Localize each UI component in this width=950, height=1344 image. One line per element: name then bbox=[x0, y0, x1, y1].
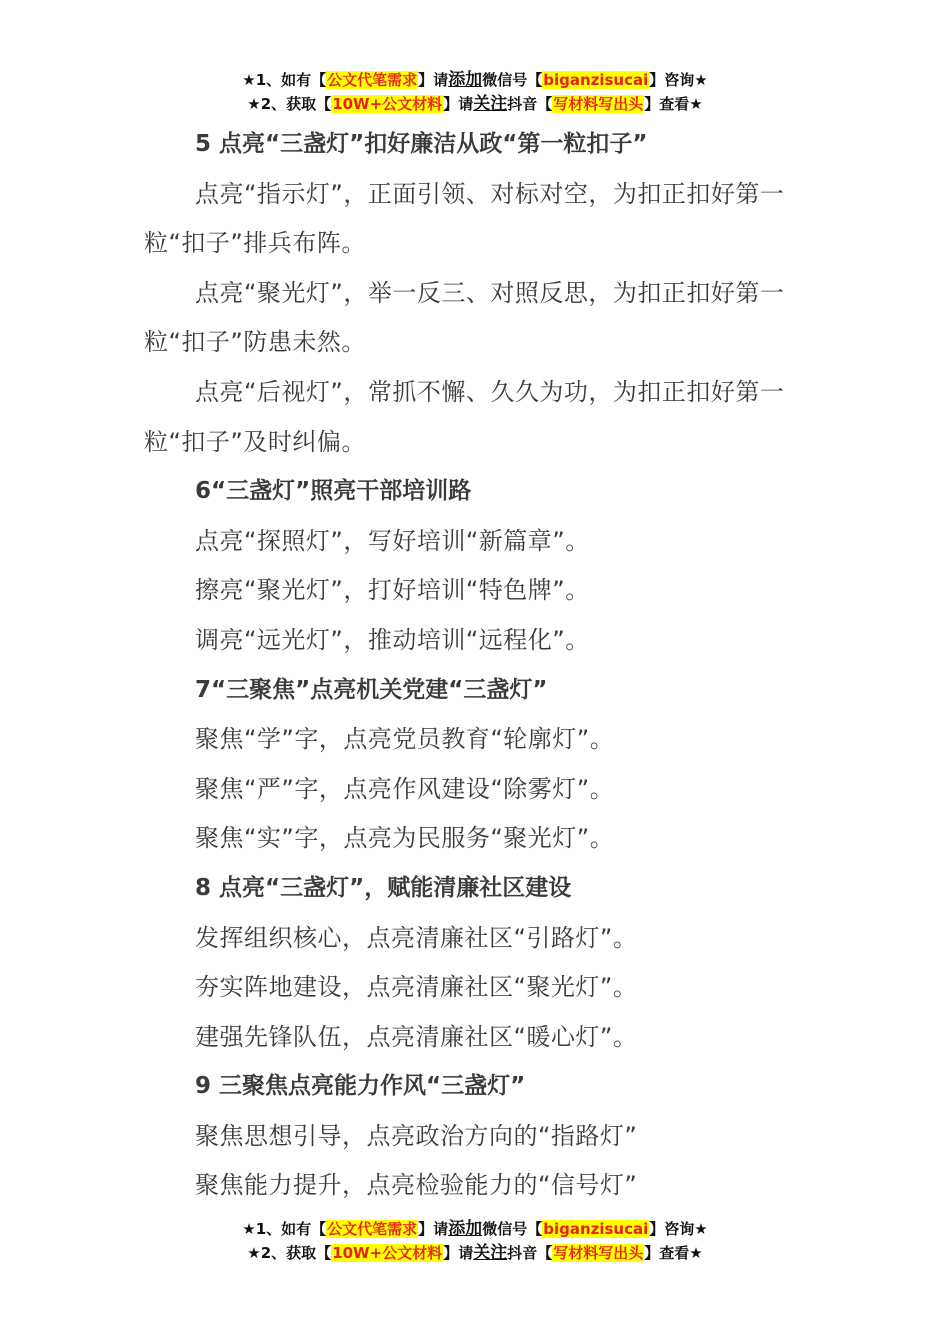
highlight-douyin-account: 写材料写出头 bbox=[553, 1244, 644, 1262]
highlight-service: 公文代笔需求 bbox=[327, 71, 418, 89]
highlight-materials: 10W+公文材料 bbox=[332, 95, 443, 113]
highlight-douyin-account: 写材料写出头 bbox=[553, 95, 644, 113]
section-heading: 9 三聚焦点亮能力作风“三盏灯” bbox=[195, 1073, 526, 1100]
paragraph: 点亮“聚光灯”，举一反三、对照反思，为扣正扣好第一粒“扣子”防患未然。 bbox=[144, 278, 785, 357]
document-body bbox=[144, 120, 814, 1211]
section-heading: 8 点亮“三盏灯”，赋能清廉社区建设 bbox=[195, 874, 572, 901]
paragraph: 擦亮“聚光灯”，打好培训“特色牌”。 bbox=[195, 576, 590, 605]
highlight-wechat-id: biganzisucai bbox=[543, 71, 649, 89]
banner-line-1: ★1、如有【公文代笔需求】请添加微信号【biganzisucai】咨询★ bbox=[242, 70, 708, 90]
paragraph: 调亮“远光灯”，推动培训“远程化”。 bbox=[195, 625, 590, 654]
paragraph: 夯实阵地建设，点亮清廉社区“聚光灯”。 bbox=[195, 973, 638, 1002]
banner-line-1: ★1、如有【公文代笔需求】请添加微信号【biganzisucai】咨询★ bbox=[242, 1219, 708, 1239]
header-banner bbox=[0, 68, 950, 116]
paragraph: 点亮“探照灯”，写好培训“新篇章”。 bbox=[195, 526, 590, 555]
section-heading: 6“三盏灯”照亮干部培训路 bbox=[195, 478, 472, 505]
footer-banner bbox=[0, 1217, 950, 1265]
section-heading: 5 点亮“三盏灯”扣好廉洁从政“第一粒扣子” bbox=[195, 131, 648, 157]
highlight-wechat-id: biganzisucai bbox=[543, 1220, 649, 1238]
paragraph: 发挥组织核心，点亮清廉社区“引路灯”。 bbox=[195, 923, 638, 952]
paragraph: 聚焦“严”字，点亮作风建设“除雾灯”。 bbox=[195, 774, 615, 803]
banner-line-2: ★2、获取【10W+公文材料】请关注抖音【写材料写出头】查看★ bbox=[247, 94, 703, 114]
paragraph: 聚焦能力提升，点亮检验能力的“信号灯” bbox=[195, 1171, 638, 1200]
paragraph: 聚焦思想引导，点亮政治方向的“指路灯” bbox=[195, 1121, 638, 1150]
paragraph: 点亮“指示灯”，正面引领、对标对空，为扣正扣好第一粒“扣子”排兵布阵。 bbox=[144, 179, 785, 258]
highlight-materials: 10W+公文材料 bbox=[332, 1244, 443, 1262]
paragraph: 聚焦“实”字，点亮为民服务“聚光灯”。 bbox=[195, 824, 615, 853]
paragraph: 建强先锋队伍，点亮清廉社区“暖心灯”。 bbox=[195, 1022, 638, 1051]
highlight-service: 公文代笔需求 bbox=[327, 1220, 418, 1238]
banner-line-2: ★2、获取【10W+公文材料】请关注抖音【写材料写出头】查看★ bbox=[247, 1243, 703, 1263]
paragraph: 聚焦“学”字，点亮党员教育“轮廓灯”。 bbox=[195, 725, 615, 754]
section-heading: 7“三聚焦”点亮机关党建“三盏灯” bbox=[195, 676, 548, 703]
paragraph: 点亮“后视灯”，常抓不懈、久久为功，为扣正扣好第一粒“扣子”及时纠偏。 bbox=[144, 377, 785, 456]
